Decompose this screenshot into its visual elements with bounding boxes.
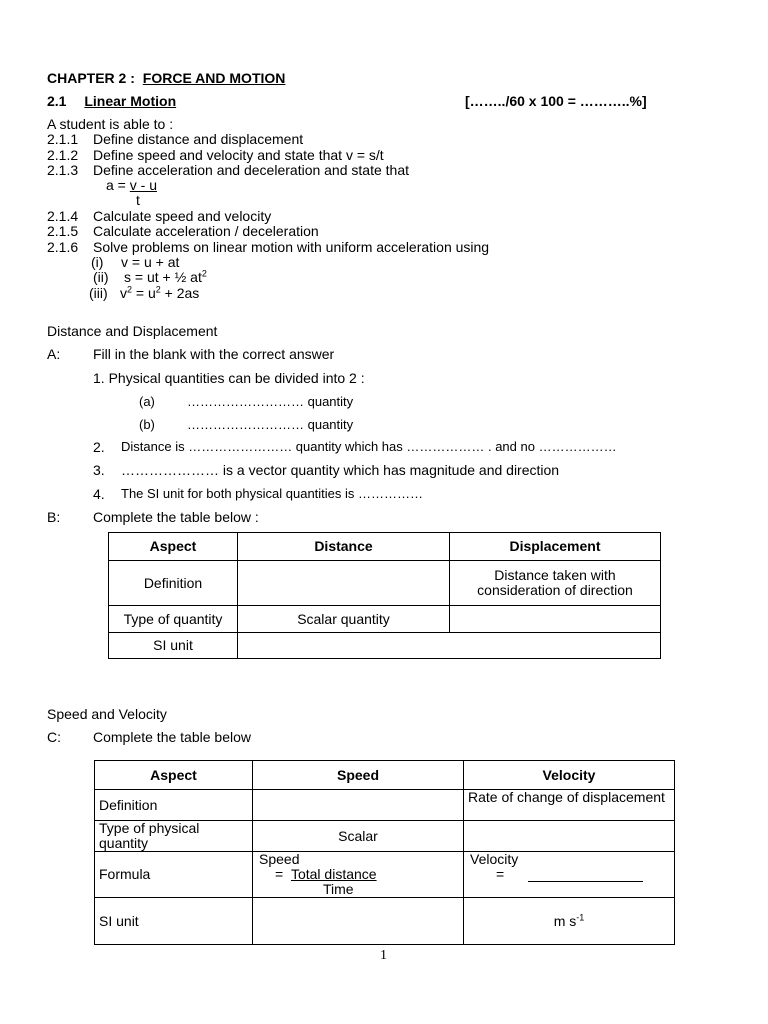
row-aspect: Formula xyxy=(95,852,253,898)
equation-number: (i) xyxy=(91,254,104,270)
equation-superscript: 2 xyxy=(155,284,161,295)
question-2-text: Distance is …………………… quantity which has ……………… . and no ……………… xyxy=(121,439,617,454)
row-speed-cell[interactable] xyxy=(253,790,464,821)
velocity-unit-base: m s xyxy=(553,912,577,929)
score-box: [……../60 x 100 = ………..%] xyxy=(465,93,647,109)
question-3-number: 3. xyxy=(93,462,105,478)
row-displacement-cell: Distance taken with consideration of direction xyxy=(450,561,661,606)
part-b-instruction: Complete the table below : xyxy=(93,509,259,525)
question-3-text: ………………… is a vector quantity which has magnitude and direction xyxy=(121,462,560,478)
table-header-row xyxy=(109,533,661,561)
objective-text: Calculate speed and velocity xyxy=(93,208,272,224)
equation-number: (iii) xyxy=(89,285,108,301)
formula-numerator: v - u xyxy=(129,177,157,193)
equation-text: v = u + at xyxy=(121,254,180,270)
part-b-label: B: xyxy=(47,509,61,525)
formula-denominator: t xyxy=(136,192,140,208)
speed-heading: Speed and Velocity xyxy=(47,706,167,722)
equation-item xyxy=(89,285,199,301)
velocity-formula-eq: = xyxy=(496,866,505,882)
formula-lhs: a = xyxy=(106,177,130,193)
row-distance-cell[interactable] xyxy=(238,561,450,606)
acceleration-formula xyxy=(106,177,157,193)
speed-formula-line xyxy=(259,867,459,882)
objective-item xyxy=(47,223,319,239)
si-unit-cell[interactable] xyxy=(238,633,661,659)
row-aspect: Type of quantity xyxy=(109,606,238,633)
velocity-formula-cell xyxy=(464,852,675,898)
question-1b-label: (b) xyxy=(139,417,155,432)
section-number: 2.1 xyxy=(47,93,67,109)
equation-number: (ii) xyxy=(93,269,109,285)
table-row xyxy=(95,790,675,821)
row-distance-cell: Scalar quantity xyxy=(238,606,450,633)
part-c-label: C: xyxy=(47,729,61,745)
table-row xyxy=(109,633,661,659)
velocity-formula-line xyxy=(470,867,670,882)
objective-item xyxy=(47,208,271,224)
speed-formula-numerator: Total distance xyxy=(290,866,377,882)
section-title: Linear Motion xyxy=(84,93,177,109)
header-aspect: Aspect xyxy=(109,533,238,561)
table-header-row xyxy=(95,761,675,790)
objective-number: 2.1.6 xyxy=(47,239,79,255)
row-aspect: Type of physical quantity xyxy=(95,821,253,852)
equation-part: v xyxy=(120,285,127,301)
objective-text: Define distance and displacement xyxy=(93,131,304,147)
table-row xyxy=(95,852,675,898)
row-aspect: Definition xyxy=(95,790,253,821)
part-c-instruction: Complete the table below xyxy=(93,729,251,745)
objectives-intro: A student is able to : xyxy=(47,116,174,132)
row-speed-cell[interactable] xyxy=(253,898,464,945)
question-1a-label: (a) xyxy=(139,394,155,409)
objective-item xyxy=(47,131,303,147)
row-speed-cell: Scalar xyxy=(253,821,464,852)
velocity-unit-superscript: -1 xyxy=(576,911,585,922)
table-row xyxy=(109,561,661,606)
chapter-label: CHAPTER 2 : xyxy=(47,70,135,86)
equation-item xyxy=(93,269,207,285)
objective-number: 2.1.5 xyxy=(47,223,79,239)
objective-text: Solve problems on linear motion with uniform acceleration using xyxy=(93,239,490,255)
objective-text: Calculate acceleration / deceleration xyxy=(93,223,319,239)
objective-text: Define speed and velocity and state that v = s/t xyxy=(93,147,384,163)
question-1a-blank: ……………………… quantity xyxy=(187,394,354,409)
header-displacement: Displacement xyxy=(450,533,661,561)
row-aspect: SI unit xyxy=(109,633,238,659)
equation-superscript: 2 xyxy=(127,284,133,295)
chapter-title: FORCE AND MOTION xyxy=(142,70,286,86)
part-a-instruction: Fill in the blank with the correct answer xyxy=(93,346,335,362)
header-velocity: Velocity xyxy=(464,761,675,790)
row-aspect: Definition xyxy=(109,561,238,606)
question-4-number: 4. xyxy=(93,486,105,502)
question-2-number: 2. xyxy=(93,439,105,455)
distance-displacement-table xyxy=(108,532,661,659)
question-1b-blank: ……………………… quantity xyxy=(187,417,354,432)
row-velocity-cell: Rate of change of displacement xyxy=(464,790,675,821)
row-velocity-cell xyxy=(464,898,675,945)
objective-text: Define acceleration and deceleration and state that xyxy=(93,162,409,178)
speed-formula-cell xyxy=(253,852,464,898)
header-distance: Distance xyxy=(238,533,450,561)
section-heading xyxy=(47,93,176,109)
equation-text: s = ut + ½ at xyxy=(124,269,202,285)
objective-item xyxy=(47,239,489,255)
page-number: 1 xyxy=(380,948,387,963)
equation-superscript: 2 xyxy=(201,268,207,279)
table-row xyxy=(109,606,661,633)
header-speed: Speed xyxy=(253,761,464,790)
row-displacement-cell[interactable] xyxy=(450,606,661,633)
row-velocity-cell[interactable] xyxy=(464,821,675,852)
question-4-text: The SI unit for both physical quantities is …………… xyxy=(121,486,424,501)
objective-number: 2.1.4 xyxy=(47,208,79,224)
objective-item xyxy=(47,147,384,163)
question-1: 1. Physical quantities can be divided into 2 : xyxy=(93,370,365,386)
equation-item xyxy=(91,254,179,270)
objective-number: 2.1.2 xyxy=(47,147,79,163)
speed-formula-label: Speed xyxy=(259,851,300,867)
equation-part: = u xyxy=(132,285,156,301)
objective-number: 2.1.3 xyxy=(47,162,79,178)
distance-heading: Distance and Displacement xyxy=(47,323,218,339)
speed-formula-eq: = xyxy=(275,866,284,882)
objective-number: 2.1.1 xyxy=(47,131,79,147)
chapter-heading xyxy=(47,70,285,86)
row-aspect: SI unit xyxy=(95,898,253,945)
part-a-label: A: xyxy=(47,346,61,362)
speed-formula-denominator: Time xyxy=(323,881,354,897)
speed-velocity-table xyxy=(94,760,675,945)
table-row xyxy=(95,898,675,945)
objective-item xyxy=(47,162,409,178)
velocity-formula-blank[interactable] xyxy=(528,868,643,882)
equation-part: + 2as xyxy=(160,285,200,301)
header-aspect: Aspect xyxy=(95,761,253,790)
table-row xyxy=(95,821,675,852)
velocity-formula-label: Velocity xyxy=(470,851,519,867)
